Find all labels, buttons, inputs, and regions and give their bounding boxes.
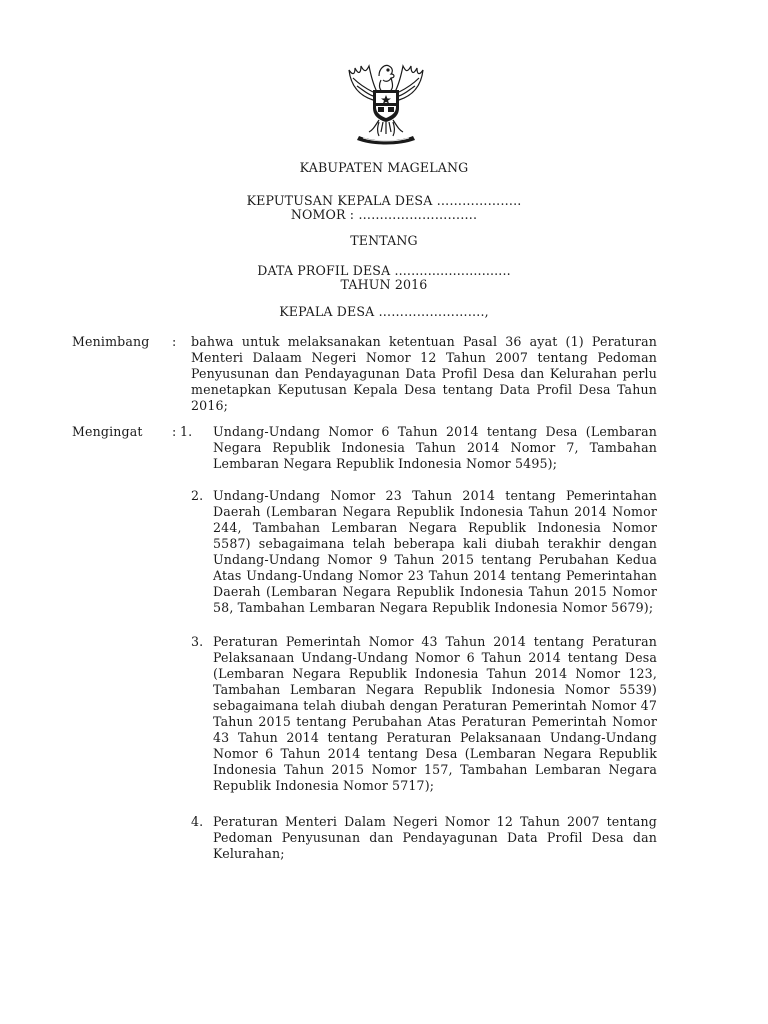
considering-text: bahwa untuk melaksanakan ketentuan Pasal 36 ayat (1) Peraturan Menteri Dalaam Negeri Nomor 12 Tahun 2007 tentang Pedoman Penyusunan dan Pendayagunan Data Profil Desa dan Kelurahan perlu menetapkan Keputusan Kepala Desa tentang Data Profil Desa Tahun 2016; (191, 334, 657, 413)
recalling-colon: : (172, 424, 177, 439)
considering-label: Menimbang (72, 334, 150, 349)
list-item-number: 1. (180, 424, 193, 439)
decree-number: NOMOR : ………………………. (290, 207, 478, 222)
list-item-number: 2. (191, 488, 204, 503)
regency-title: KABUPATEN MAGELANG (299, 160, 469, 175)
recalling-label: Mengingat (72, 424, 143, 439)
issuer-title: KEPALA DESA ……………………., (279, 304, 489, 319)
list-item: Undang-Undang Nomor 6 Tahun 2014 tentang Desa (Lembaran Negara Republik Indonesia Tahun 2014 Nomor 7, Tambahan Lembaran Negara Republik Indonesia Nomor 5495); (213, 424, 657, 471)
decree-title: KEPUTUSAN KEPALA DESA ……………….. (246, 193, 522, 208)
subject-title: DATA PROFIL DESA ............................ (257, 263, 511, 278)
list-item-number: 4. (191, 814, 204, 829)
about-heading: TENTANG (350, 233, 418, 248)
list-item: Peraturan Menteri Dalam Negeri Nomor 12 Tahun 2007 tentang Pedoman Penyusunan dan Pendayagunan Data Profil Desa dan Kelurahan; (213, 814, 657, 861)
list-item: Peraturan Pemerintah Nomor 43 Tahun 2014 tentang Peraturan Pelaksanaan Undang-Undang Nomor 6 Tahun 2014 tentang Desa (Lembaran Negara Republik Indonesia Tahun 2014 Nomor 123, Tambahan Lembaran Negara Republik Indonesia Nomor 5539) sebagaimana telah diubah dengan Peraturan Pemerintah Nomor 47 Tahun 2015 tentang Perubahan Atas Peraturan Pemerintah Nomor 43 Tahun 2014 tentang Peraturan Pelaksanaan Undang-Undang Nomor 6 Tahun 2014 tentang Desa (Lembaran Negara Republik Indonesia Tahun 2015 Nomor 157, Tambahan Lembaran Negara Republik Indonesia Nomor 5717); (213, 634, 657, 793)
list-item: Undang-Undang Nomor 23 Tahun 2014 tentang Pemerintahan Daerah (Lembaran Negara Republik Indonesia Tahun 2014 Nomor 244, Tambahan Lembaran Negara Republik Indonesia Nomor 5587) sebagaimana telah beberapa kali diubah terakhir dengan Undang-Undang Nomor 9 Tahun 2015 tentang Perubahan Kedua Atas Undang-Undang Nomor 23 Tahun 2014 tentang Pemerintahan Daerah (Lembaran Negara Republik Indonesia Tahun 2015 Nomor 58, Tambahan Lembaran Negara Republik Indonesia Nomor 5679); (213, 488, 657, 615)
considering-colon: : (172, 334, 177, 349)
garuda-emblem-icon (343, 56, 429, 148)
year-title: TAHUN 2016 (340, 277, 428, 292)
list-item-number: 3. (191, 634, 204, 649)
